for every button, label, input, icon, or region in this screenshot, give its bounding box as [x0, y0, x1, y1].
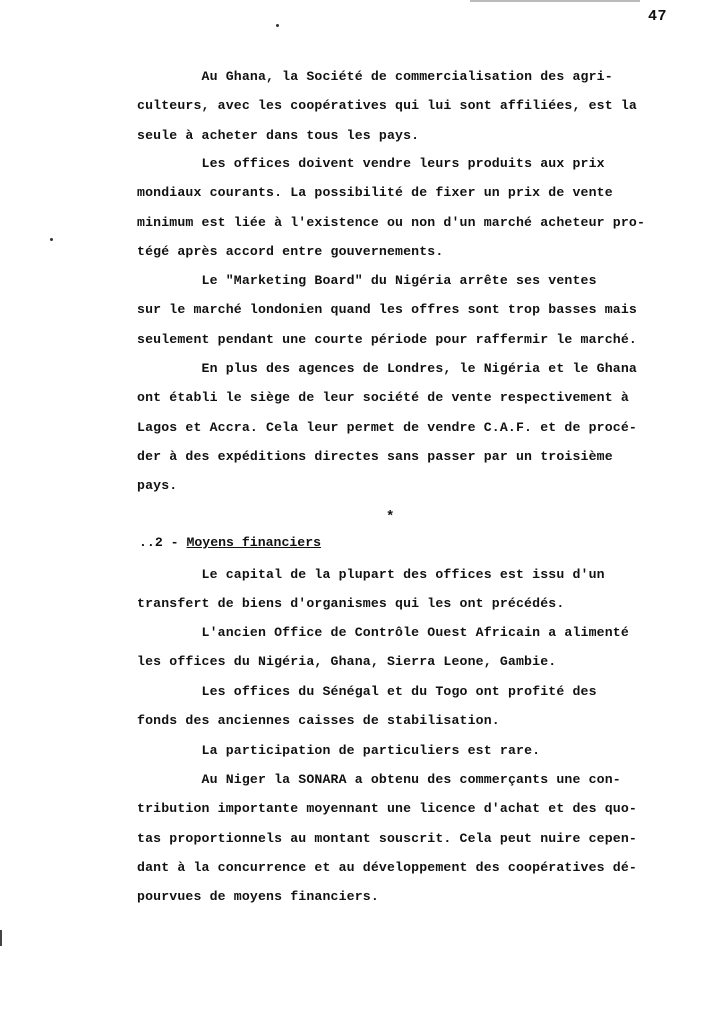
separator-mark: * — [386, 509, 395, 525]
scan-dot — [50, 238, 53, 241]
section-number: ..2 - — [139, 535, 187, 550]
section-heading — [139, 535, 321, 550]
paragraph-agences: En plus des agences de Londres, le Nigéria et le Ghana ont établi le siège de leur société de vente respectivement à Lagos et Accra. Cela leur permet de vendre C.A.F. et de procé- der à des expéditions directes sans passer par un troisième pays. — [137, 361, 637, 494]
paragraph-particuliers: La participation de particuliers est rare. — [137, 743, 541, 758]
page-number: 47 — [647, 8, 667, 25]
paragraph-senegal-togo: Les offices du Sénégal et du Togo ont profité des fonds des anciennes caisses de stabilisation. — [137, 684, 597, 729]
paragraph-prix: Les offices doivent vendre leurs produits aux prix mondiaux courants. La possibilité de fixer un prix de vente minimum est liée à l'existence ou non d'un marché acheteur pro- tégé après accord entre gouvernements. — [137, 156, 646, 259]
paragraph-niger: Au Niger la SONARA a obtenu des commerçants une con- tribution importante moyennant une licence d'achat et des quo- tas proportionnels au montant souscrit. Cela peut nuire cepen- dant à la concurrence et au développement des coopératives dé- pourvues de moyens financiers. — [137, 772, 637, 905]
scan-artifact-line — [470, 0, 640, 2]
paragraph-ancien-office: L'ancien Office de Contrôle Ouest Africain a alimenté les offices du Nigéria, Ghana, Sierra Leone, Gambie. — [137, 625, 629, 670]
scan-dot — [276, 24, 279, 27]
section-title: Moyens financiers — [186, 535, 322, 550]
paragraph-ghana: Au Ghana, la Société de commercialisation des agri- culteurs, avec les coopératives qui lui sont affiliées, est la seule à acheter dans tous les pays. — [137, 69, 637, 143]
paragraph-marketing-board: Le "Marketing Board" du Nigéria arrête ses ventes sur le marché londonien quand les offres sont trop basses mais seulement pendant une courte période pour raffermir le marché. — [137, 273, 637, 347]
scan-edge-mark — [0, 930, 2, 946]
paragraph-capital: Le capital de la plupart des offices est issu d'un transfert de biens d'organismes qui les ont précédés. — [137, 567, 605, 612]
